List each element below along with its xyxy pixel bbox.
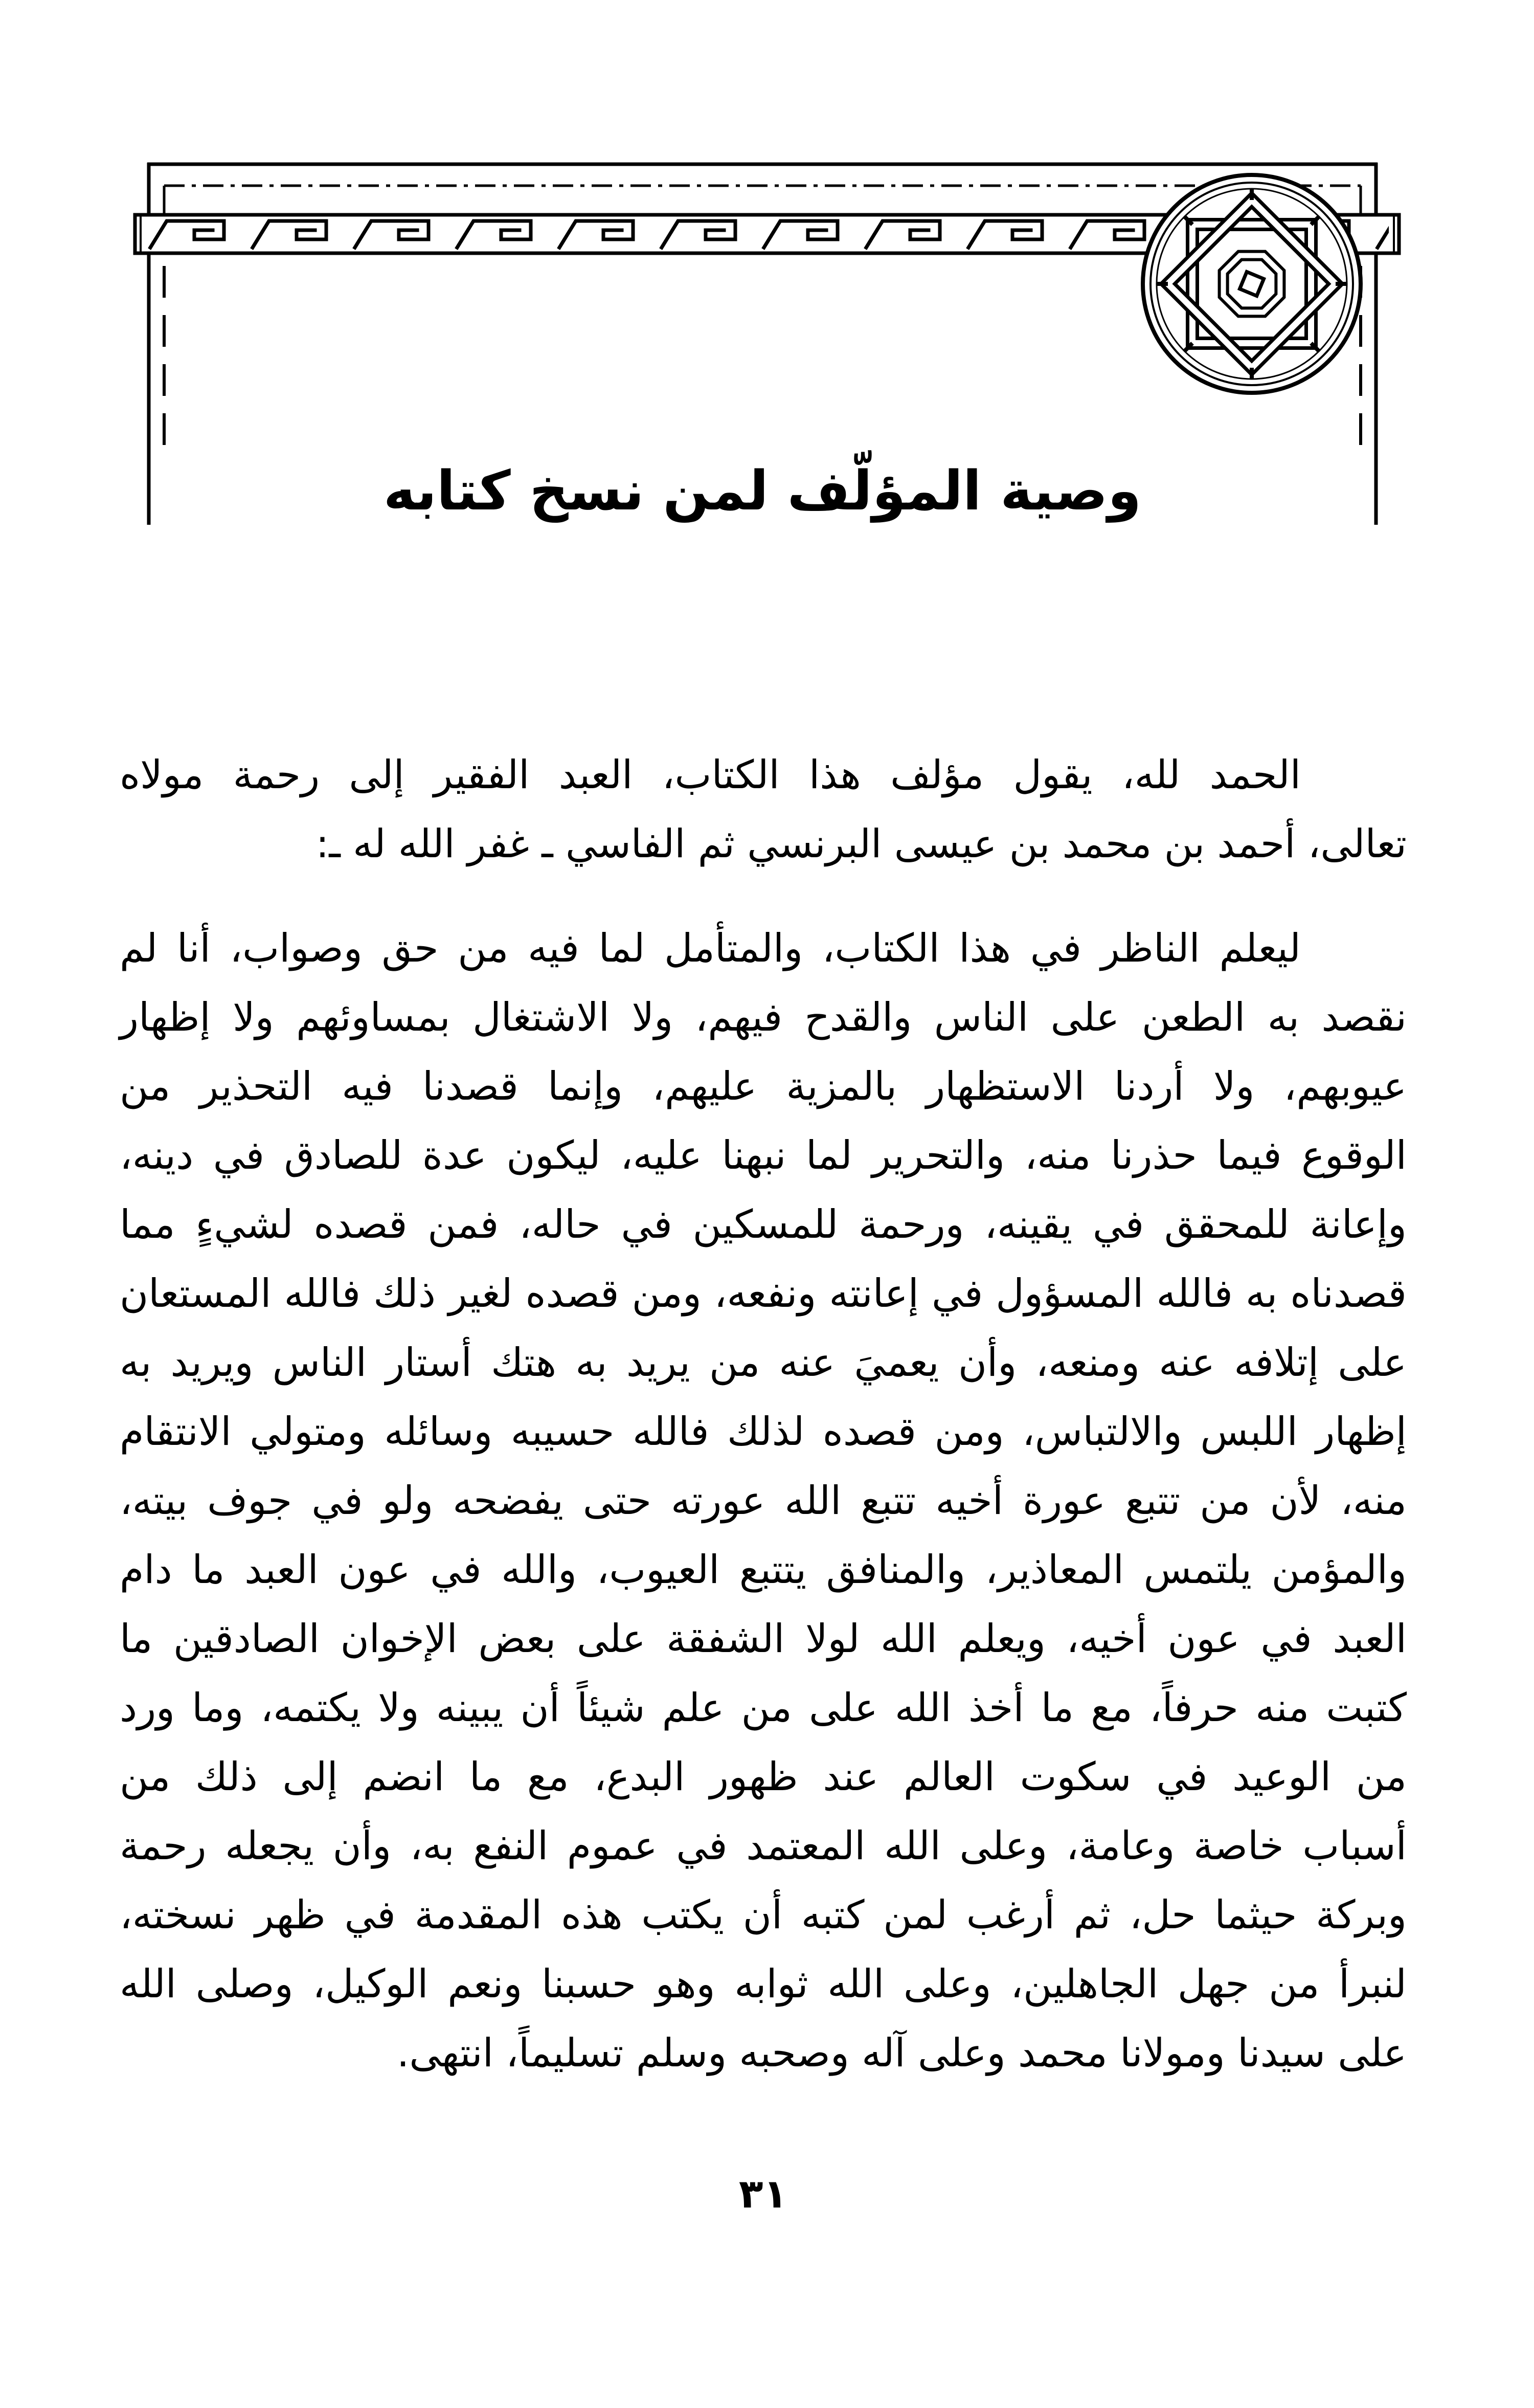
text-line: ليعلم الناظر في هذا الكتاب، والمتأمل لما فيه من حق وصواب، أنا لم [120,926,1301,971]
text-line: نقصد به الطعن على الناس والقدح فيهم، ولا الاشتغال بمساوئهم ولا إظهار [120,995,1407,1040]
interlaced-star-medallion-icon [1143,175,1361,393]
text-line: كتبت منه حرفاً، مع ما أخذ الله على من علم شيئاً أن يبينه ولا يكتمه، وما ورد [120,1685,1407,1731]
text-line: قصدناه به فالله المسؤول في إعانته ونفعه، ومن قصده لغير ذلك فالله المستعان [120,1271,1407,1317]
chapter-title: وصية المؤلّف لمن نسخ كتابه [383,459,1142,522]
text-line: تعالى، أحمد بن محمد بن عيسى البرنسي ثم الفاسي ـ غفر الله له ـ: [315,821,1407,867]
page-number: ٣١ [738,2171,788,2217]
text-line: الحمد لله، يقول مؤلف هذا الكتاب، العبد الفقير إلى رحمة مولاه [120,752,1301,798]
text-line: العبد في عون أخيه، ويعلم الله لولا الشفقة على بعض الإخوان الصادقين ما [120,1616,1407,1662]
body-text [120,741,1407,2088]
text-line: عيوبهم، ولا أردنا الاستظهار بالمزية عليهم، وإنما قصدنا فيه التحذير من [120,1064,1407,1109]
text-line: وإعانة للمحقق في يقينه، ورحمة للمسكين في حاله، فمن قصده لشيءٍ مما [120,1202,1407,1247]
text-line: على سيدنا ومولانا محمد وعلى آله وصحبه وسلم تسليماً، انتهى. [397,2031,1407,2076]
text-line: على إتلافه عنه ومنعه، وأن يعميَ عنه من يريد به هتك أستار الناس ويريد به [120,1340,1407,1386]
text-line: إظهار اللبس والالتباس، ومن قصده لذلك فالله حسيبه وسائله ومتولي الانتقام [120,1409,1407,1455]
paragraph-intro [120,741,1407,879]
text-line: منه، لأن من تتبع عورة أخيه تتبع الله عورته حتى يفضحه ولو في جوف بيته، [120,1478,1407,1524]
text-line: وبركة حيثما حل، ثم أرغب لمن كتبه أن يكتب هذه المقدمة في ظهر نسخته، [120,1892,1407,1938]
text-line: الوقوع فيما حذرنا منه، والتحرير لما نبهنا عليه، ليكون عدة للصادق في دينه، [120,1133,1407,1178]
text-line: أسباب خاصة وعامة، وعلى الله المعتمد في عموم النفع به، وأن يجعله رحمة [120,1823,1407,1869]
text-line: والمؤمن يلتمس المعاذير، والمنافق يتتبع العيوب، والله في عون العبد ما دام [120,1547,1407,1593]
paragraph-main [120,914,1407,2088]
text-line: لنبرأ من جهل الجاهلين، وعلى الله ثوابه وهو حسبنا ونعم الوكيل، وصلى الله [120,1961,1407,2007]
text-line: من الوعيد في سكوت العالم عند ظهور البدع، مع ما انضم إلى ذلك من [120,1754,1407,1800]
